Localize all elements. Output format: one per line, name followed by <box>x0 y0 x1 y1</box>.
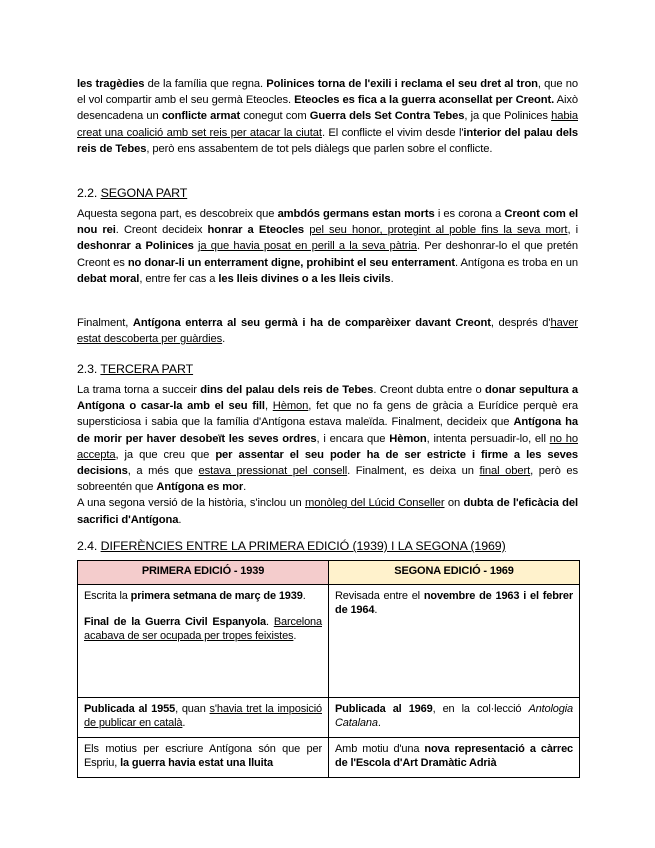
underlined-text: Hèmon <box>272 400 309 413</box>
table-cell <box>78 738 329 778</box>
bold-text: primera setmana de març de 1939 <box>130 590 303 602</box>
heading-number: 2.4. <box>77 539 101 553</box>
text-run: Revisada entre el <box>335 590 424 602</box>
text-run: i es corona a <box>434 208 505 220</box>
underlined-text: final obert <box>479 465 531 478</box>
text-run: . <box>222 333 226 346</box>
text-run: . <box>377 717 381 730</box>
heading-title: SEGONA PART <box>100 186 188 200</box>
text-run: . Creont dubta entre o <box>373 384 485 396</box>
bold-text: les lleis divines o a les lleis civils <box>218 272 391 285</box>
bold-text: Final de la Guerra Civil Espanyola <box>84 616 267 629</box>
text-run: . <box>266 616 274 629</box>
table-cell <box>78 698 329 738</box>
bold-text: interior del palau dels reis de Tebes <box>77 126 579 155</box>
text-run: , però ens assabentem de tot pels diàlegs que parlen sobre el conflicte. <box>146 142 493 155</box>
bold-text: honrar a Eteocles <box>207 224 305 237</box>
cell-paragraph <box>335 702 573 730</box>
text-run: . <box>374 604 378 617</box>
bold-text: deshonrar a Polinices <box>77 240 194 253</box>
text-run: , i <box>567 224 579 237</box>
bold-text: les tragèdies <box>77 78 145 90</box>
bold-text: conflicte armat <box>161 110 241 123</box>
text-run: Amb motiu d'una <box>335 743 425 755</box>
table-header-row <box>78 561 580 585</box>
text-run: . <box>390 272 394 285</box>
text-run: , després d' <box>490 317 551 329</box>
text-run: , en la col·lecció <box>432 703 529 715</box>
paragraph-segona-part <box>77 206 578 287</box>
column-header-segona-edicio: SEGONA EDICIÓ - 1969 <box>329 561 580 585</box>
heading-title: TERCERA PART <box>100 362 194 376</box>
underlined-text: monòleg del Lúcid Conseller <box>305 497 445 510</box>
text-run: . Creont decideix <box>115 224 208 237</box>
italic-text: Antologia Catalana <box>335 703 573 730</box>
underlined-text: s'havia tret la imposició de publicar en català <box>84 703 322 730</box>
text-run: de la família que regna. <box>144 78 267 90</box>
text-run: Els motius per escriure Antígona són que per Espriu, <box>84 743 322 770</box>
table-row <box>78 698 580 738</box>
text-run: Finalment, <box>77 317 133 329</box>
cell-paragraph <box>84 615 322 643</box>
text-run: , però es sobreentén que <box>77 465 578 494</box>
text-run: . <box>243 481 247 494</box>
text-run: , intenta persuadir-lo, ell <box>426 432 550 445</box>
table-cell <box>329 698 580 738</box>
heading-title: DIFERÈNCIES ENTRE LA PRIMERA EDICIÓ (1939) I LA SEGONA (1969) <box>100 539 506 553</box>
table-cell <box>329 585 580 698</box>
underlined-text: pel seu honor, protegint al poble fins la seva mort <box>309 224 568 237</box>
bold-text: Polinices torna de l'exili i reclama el seu dret al tron <box>266 78 538 90</box>
heading-tercera-part <box>77 361 193 377</box>
text-run: , que no el vol compartir amb el seu germà Eteocles. <box>77 78 579 107</box>
bold-text: Antígona ha de morir per haver desobeït les seves ordres <box>77 416 578 445</box>
underlined-text: haver estat descoberta per guàrdies <box>77 317 578 346</box>
text-run: La trama torna a succeir <box>77 384 201 396</box>
table-cell <box>78 585 329 698</box>
bold-text: Eteocles es fica a la guerra aconsellat per Creont. <box>294 94 555 107</box>
bold-text: debat moral <box>77 272 140 285</box>
cell-paragraph <box>84 702 322 730</box>
bold-text: Creont com el nou rei <box>77 208 578 237</box>
heading-diferencies <box>77 538 506 554</box>
bold-text: per assentar el seu poder ha de ser estricte i firme a les seves decisions <box>77 448 578 478</box>
heading-segona-part <box>77 185 187 201</box>
bold-text: la guerra havia estat una lluita <box>120 757 274 770</box>
text-run: Aquesta segona part, es descobreix que <box>77 208 278 220</box>
text-run: on <box>444 497 464 510</box>
heading-number: 2.2. <box>77 186 101 200</box>
underlined-text: estava pressionat pel consell <box>198 465 348 478</box>
text-run: conegut com <box>240 110 310 123</box>
bold-text: dins del palau dels reis de Tebes <box>200 384 374 396</box>
bold-text: nova representació a càrrec de l'Escola d'Art Dramàtic Adrià <box>335 743 574 770</box>
bold-text: novembre de 1963 i el febrer de 1964 <box>335 590 573 617</box>
bold-text: Antígona enterra al seu germà i ha de comparèixer davant Creont <box>132 317 491 329</box>
table-row <box>78 585 580 698</box>
text-run: . Finalment, es deixa un <box>347 465 480 478</box>
text-run: Escrita la <box>84 590 131 602</box>
text-run: . <box>293 630 297 643</box>
paragraph-intro <box>77 76 578 157</box>
text-run: , <box>264 400 273 413</box>
bold-text: Publicada al 1969 <box>335 703 433 715</box>
paragraph-segona-part-final <box>77 315 578 347</box>
column-header-primera-edicio: PRIMERA EDICIÓ - 1939 <box>78 561 329 585</box>
text-run: . <box>302 590 306 602</box>
text-run: , entre fer cas a <box>139 272 219 285</box>
table-row <box>78 738 580 778</box>
bold-text: Guerra dels Set Contra Tebes <box>309 110 465 123</box>
bold-text: Antígona es mor <box>156 481 244 494</box>
cell-paragraph <box>84 589 322 603</box>
text-run: , i encara que <box>316 432 390 445</box>
bold-text: no donar-li un enterrament digne, prohibint el seu enterrament <box>127 256 455 269</box>
bold-text: Publicada al 1955 <box>84 703 176 715</box>
underlined-text: habia creat una coalició amb set reis per atacar la ciutat <box>77 110 578 139</box>
text-run: . Per deshonrar-lo el que pretén Creont es <box>77 240 579 269</box>
underlined-text: no ho accepta <box>77 432 578 461</box>
table-cell <box>329 738 580 778</box>
text-run: , fet que no fa gens de gràcia a Eurídice perquè era supersticiosa i sabia que la família d'Antígona estava maleïda. Finalment, decideix que <box>77 400 578 429</box>
text-run: , ja que Polinices <box>464 110 552 123</box>
cell-paragraph <box>84 742 322 770</box>
comparison-table <box>77 560 580 778</box>
text-run: , ja que creu que <box>115 448 216 461</box>
text-run: , quan <box>175 703 210 715</box>
text-run: Això desencadena un <box>77 94 578 123</box>
paragraph-tercera-part <box>77 382 578 528</box>
heading-number: 2.3. <box>77 362 101 376</box>
bold-text: Hèmon <box>389 432 427 445</box>
text-run: . <box>182 717 186 730</box>
bold-text: dubta de l'eficàcia del sacrifici d'Antígona <box>77 497 579 526</box>
text-run: , a més que <box>127 465 199 478</box>
text-run: . <box>178 513 182 526</box>
text-run: . El conflicte el vivim desde l' <box>321 126 464 139</box>
cell-paragraph <box>335 589 573 617</box>
bold-text: ambdós germans estan morts <box>277 208 435 220</box>
underlined-text: ja que havia posat en perill a la seva pàtria <box>197 240 417 253</box>
text-run: . Antígona es troba en un <box>454 256 578 269</box>
cell-paragraph <box>335 742 573 770</box>
text-run: A una segona versió de la història, s'inclou un <box>77 497 306 510</box>
underlined-text: Barcelona acabava de ser ocupada per tropes feixistes <box>84 616 322 643</box>
bold-text: donar sepultura a Antígona o casar-la amb el seu fill <box>77 384 578 413</box>
